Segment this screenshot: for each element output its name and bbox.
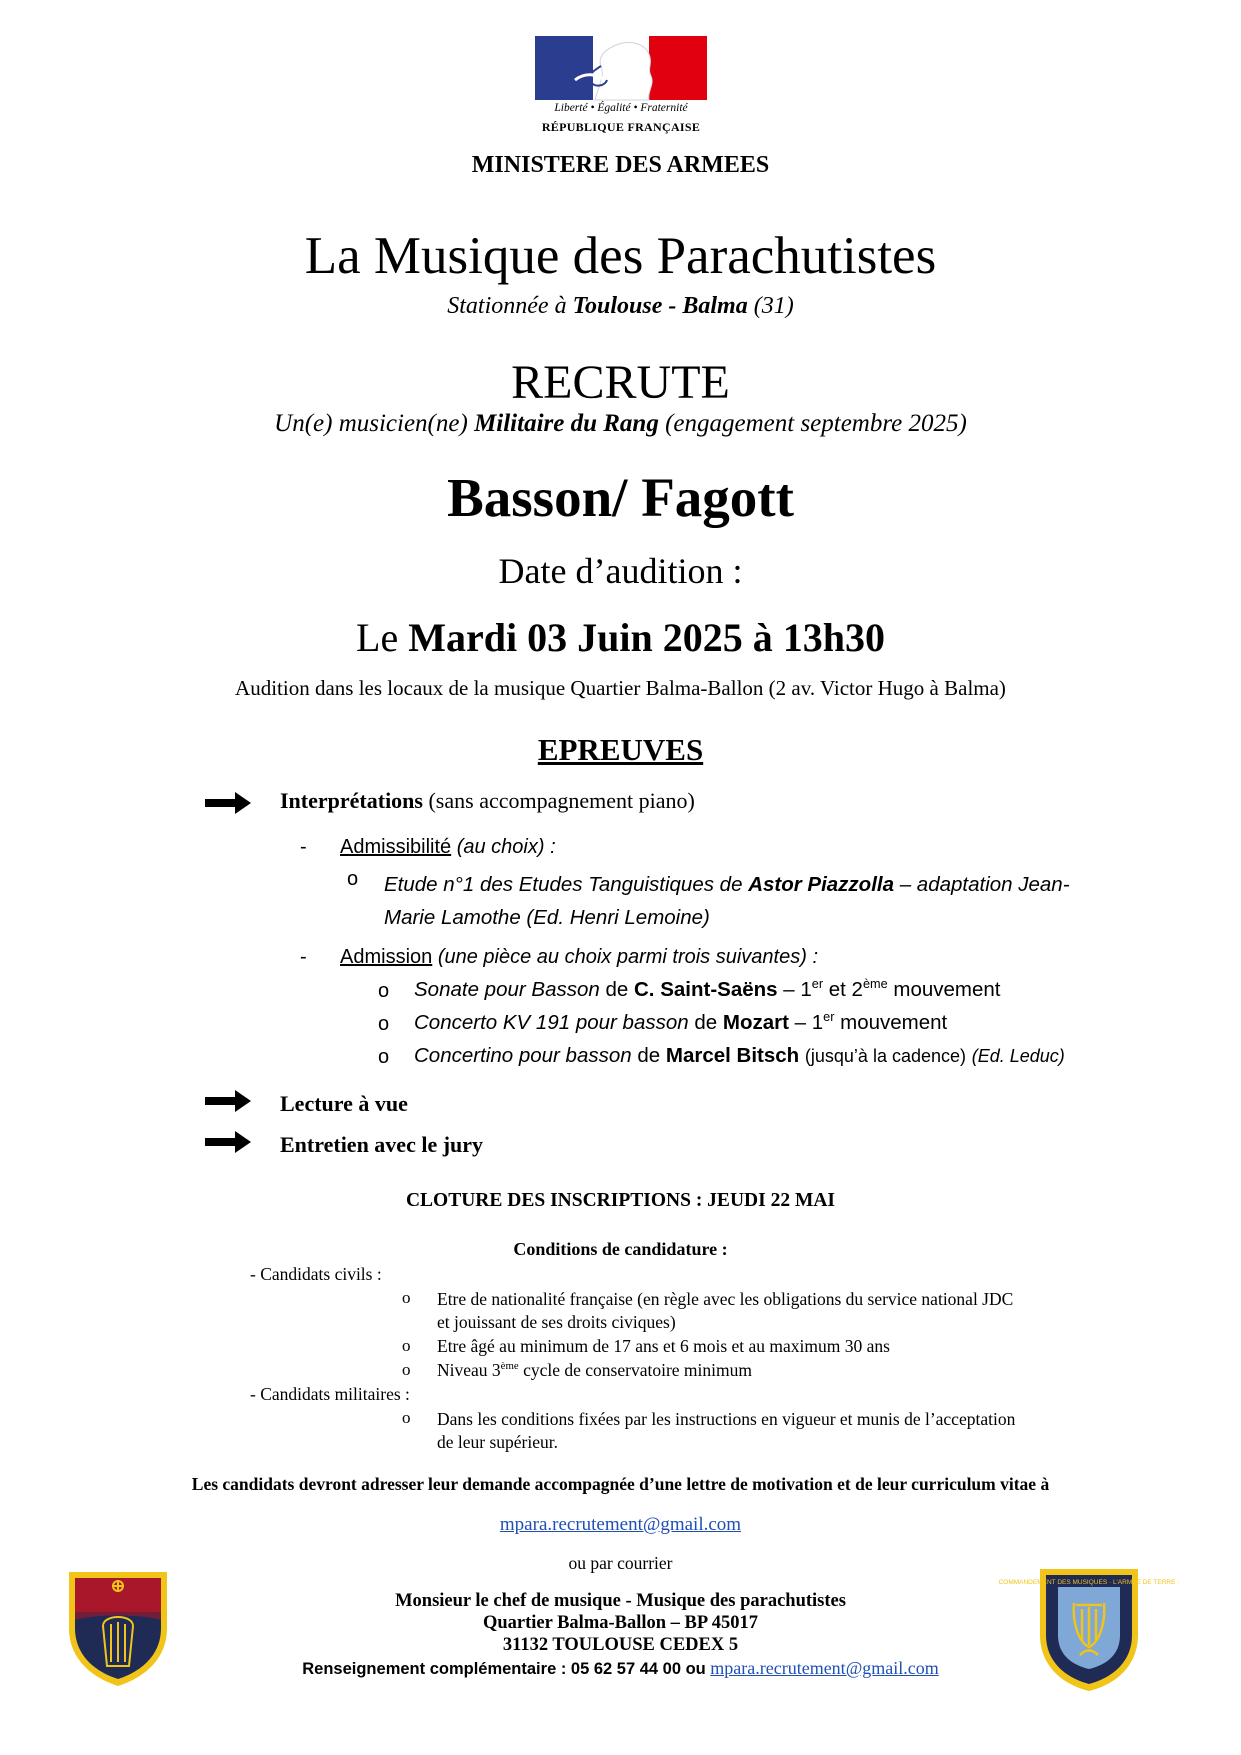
admission-note: (une pièce au choix parmi trois suivantes) : bbox=[437, 946, 819, 968]
entretien-item: Entretien avec le jury bbox=[280, 1132, 484, 1157]
c3-text-a: Niveau 3 bbox=[437, 1360, 501, 1380]
lecture-item: Lecture à vue bbox=[280, 1091, 408, 1116]
piece2-sup: er bbox=[823, 1009, 835, 1025]
piece3-bullet: o bbox=[378, 1046, 390, 1068]
etude-item bbox=[384, 868, 1070, 934]
stationed-place: Toulouse - Balma bbox=[572, 293, 748, 319]
etude-title: Etude n°1 des Etudes Tanguistiques de bbox=[384, 873, 743, 896]
audition-date bbox=[0, 614, 1241, 661]
interpretations-item bbox=[280, 788, 695, 814]
recruit-line-prefix: Un(e) musicien(ne) bbox=[274, 410, 468, 437]
admissibilite-dash: - bbox=[300, 836, 307, 858]
address-line2: Quartier Balma-Ballon – BP 45017 bbox=[482, 1613, 759, 1633]
etude-bullet: o bbox=[347, 868, 359, 890]
piece3-composer: Marcel Bitsch bbox=[665, 1044, 800, 1067]
etude-adaptation: – adaptation Jean- bbox=[899, 873, 1070, 896]
etude-composer: Astor Piazzolla bbox=[748, 873, 894, 896]
marianne-flag-icon bbox=[535, 36, 707, 100]
address-line1: Monsieur le chef de musique - Musique des parachutistes bbox=[395, 1591, 846, 1611]
c1-line1: Etre de nationalité française (en règle avec les obligations du service national JDC bbox=[437, 1289, 1014, 1309]
info-label: Renseignement complémentaire : 05 62 57 44 00 ou bbox=[302, 1660, 706, 1678]
piece1-de: de bbox=[605, 978, 629, 1001]
interpretations-note: (sans accompagnement piano) bbox=[428, 788, 695, 813]
piece1-text-c: mouvement bbox=[893, 978, 1001, 1001]
c3-sup: ème bbox=[500, 1360, 519, 1373]
civils-label: - Candidats civils : bbox=[250, 1264, 382, 1284]
republic-motto: Liberté • Égalité • Fraternité bbox=[554, 102, 688, 114]
c3-item bbox=[437, 1360, 752, 1381]
recruit-line-suffix: (engagement septembre 2025) bbox=[665, 410, 967, 437]
piece2-text-a: – 1 bbox=[794, 1011, 824, 1034]
piece2-composer: Mozart bbox=[722, 1011, 789, 1034]
stationed-suffix: (31) bbox=[753, 293, 794, 319]
piece1-title: Sonate pour Basson bbox=[414, 978, 600, 1001]
piece2-item bbox=[414, 1011, 947, 1035]
admission-dash: - bbox=[300, 946, 307, 968]
admission-label: Admission bbox=[340, 946, 433, 968]
ministry-name: MINISTERE DES ARMEES bbox=[471, 152, 770, 178]
etude-line2: Marie Lamothe (Ed. Henri Lemoine) bbox=[384, 906, 710, 929]
email-link-line bbox=[0, 1514, 1241, 1536]
arrow-icon bbox=[205, 792, 251, 814]
piece3-de: de bbox=[637, 1044, 661, 1067]
piece3-title: Concertino pour basson bbox=[414, 1044, 632, 1067]
audition-date-value: Mardi 03 Juin 2025 à 13h30 bbox=[408, 615, 885, 660]
audition-location: Audition dans les locaux de la musique Quartier Balma-Ballon (2 av. Victor Hugo à Balma) bbox=[235, 676, 1006, 700]
c3-text-b: cycle de conservatoire minimum bbox=[523, 1360, 752, 1380]
piece3-note: (jusqu’à la cadence) bbox=[804, 1046, 967, 1066]
lyre-badge bbox=[998, 1563, 1180, 1693]
m1-item bbox=[437, 1408, 1015, 1454]
admissibilite-note: (au choix) : bbox=[456, 836, 556, 858]
cloture-notice: CLOTURE DES INSCRIPTIONS : JEUDI 22 MAI bbox=[405, 1190, 836, 1211]
stationed-line bbox=[0, 293, 1241, 320]
arrow-icon bbox=[205, 1090, 251, 1112]
piece3-edition: (Ed. Leduc) bbox=[971, 1046, 1065, 1066]
or-by-mail: ou par courrier bbox=[568, 1553, 673, 1573]
c1-bullet: o bbox=[402, 1288, 411, 1307]
recruit-line bbox=[0, 410, 1241, 438]
piece1-bullet: o bbox=[378, 980, 390, 1002]
piece1-sup1: er bbox=[811, 976, 824, 992]
badge-text: COMMANDEMENT DES MUSIQUES · L'ARMÉE DE TERRE · bbox=[998, 1579, 1180, 1586]
piece1-text-b: et 2 bbox=[828, 978, 863, 1001]
address-line3: 31132 TOULOUSE CEDEX 5 bbox=[502, 1635, 739, 1655]
piece1-composer: C. Saint-Saëns bbox=[634, 978, 778, 1001]
c1-item bbox=[437, 1288, 1013, 1334]
epreuves-heading: EPREUVES bbox=[537, 732, 704, 767]
piece3-item bbox=[414, 1044, 1065, 1068]
application-instruction: Les candidats devront adresser leur demande accompagnée d’une lettre de motivation et de leur curriculum vitae à bbox=[191, 1474, 1050, 1494]
info-email-link[interactable]: mpara.recrutement@gmail.com bbox=[710, 1658, 939, 1678]
page-title: La Musique des Parachutistes bbox=[304, 227, 937, 285]
audition-date-prefix: Le bbox=[356, 615, 399, 660]
arrow-icon bbox=[205, 1131, 251, 1153]
militaires-label: - Candidats militaires : bbox=[250, 1384, 410, 1404]
piece1-text-a: – 1 bbox=[783, 978, 812, 1001]
piece2-text-b: mouvement bbox=[840, 1011, 948, 1034]
c2-item: Etre âgé au minimum de 17 ans et 6 mois et au maximum 30 ans bbox=[437, 1336, 890, 1356]
recruit-rank: Militaire du Rang bbox=[474, 410, 659, 437]
email-link[interactable]: mpara.recrutement@gmail.com bbox=[499, 1514, 742, 1535]
c2-bullet: o bbox=[402, 1336, 411, 1355]
admissibilite-item bbox=[340, 836, 556, 859]
m1-bullet: o bbox=[402, 1408, 411, 1427]
shield-emblem bbox=[65, 1566, 171, 1688]
piece1-sup2: ème bbox=[862, 976, 888, 992]
instrument-title: Basson/ Fagott bbox=[447, 467, 794, 528]
m1-line1: Dans les conditions fixées par les instructions en vigueur et munis de l’acceptation bbox=[437, 1409, 1016, 1429]
piece2-de: de bbox=[694, 1011, 718, 1034]
recruit-heading: RECRUTE bbox=[511, 356, 730, 409]
marianne-logo bbox=[535, 36, 707, 141]
admission-item bbox=[340, 946, 818, 969]
piece2-bullet: o bbox=[378, 1013, 390, 1035]
m1-line2: de leur supérieur. bbox=[437, 1432, 558, 1452]
piece2-title: Concerto KV 191 pour basson bbox=[414, 1011, 689, 1034]
audition-date-label: Date d’audition : bbox=[498, 551, 743, 591]
admissibilite-label: Admissibilité bbox=[340, 836, 452, 858]
conditions-heading: Conditions de candidature : bbox=[513, 1239, 728, 1259]
republic-name: RÉPUBLIQUE FRANÇAISE bbox=[541, 120, 701, 134]
c3-bullet: o bbox=[402, 1360, 411, 1379]
stationed-prefix: Stationnée à bbox=[447, 293, 567, 319]
etude-line1 bbox=[384, 868, 1070, 901]
c1-line2: et jouissant de ses droits civiques) bbox=[437, 1312, 676, 1332]
interpretations-label: Interprétations bbox=[280, 788, 423, 813]
piece1-item bbox=[414, 978, 1000, 1002]
